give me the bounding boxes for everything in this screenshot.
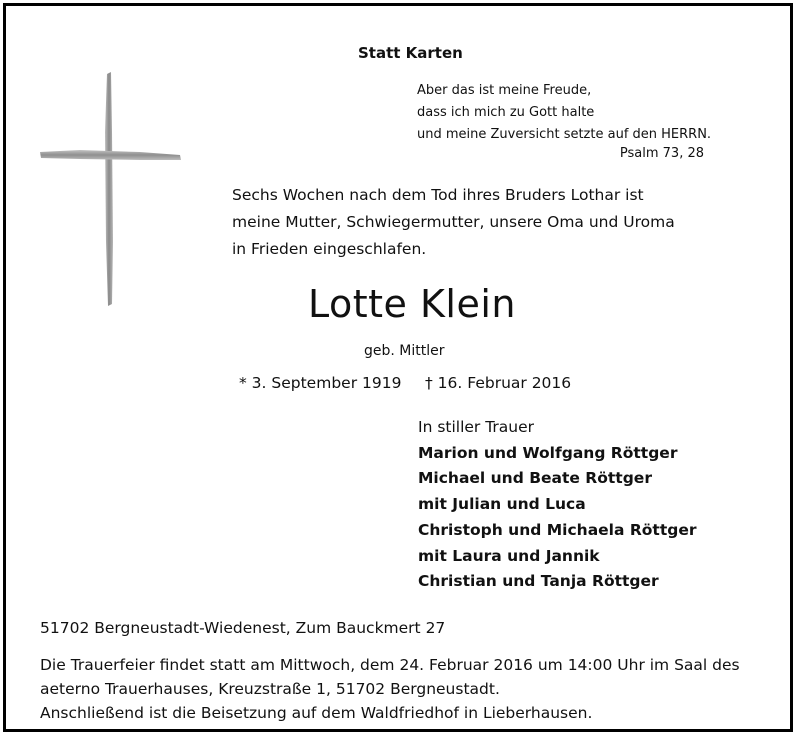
mourner-name: mit Laura und Jannik <box>418 546 600 565</box>
mourner-name: Christian und Tanja Röttger <box>418 572 659 591</box>
mourner-name: Christoph und Michaela Röttger <box>418 520 697 539</box>
intro-line: Sechs Wochen nach dem Tod ihres Bruders Lothar ist <box>232 186 644 204</box>
header-statt-karten: Statt Karten <box>358 44 463 62</box>
mourner-name: Marion und Wolfgang Röttger <box>418 443 678 462</box>
service-info <box>40 653 740 725</box>
mourner-name: mit Julian und Luca <box>418 495 586 514</box>
service-line: Die Trauerfeier findet statt am Mittwoch, dem 24. Februar 2016 um 14:00 Uhr im Saal des <box>40 656 740 674</box>
verse-line: Aber das ist meine Freude, <box>417 83 592 98</box>
verse-reference: Psalm 73, 28 <box>619 146 704 161</box>
intro-line: in Frieden eingeschlafen. <box>232 240 427 258</box>
intro-line: meine Mutter, Schwiegermutter, unsere Oma und Uroma <box>232 213 675 231</box>
death-date: † 16. Februar 2016 <box>425 374 572 392</box>
service-line: aeterno Trauerhauses, Kreuzstraße 1, 51702 Bergneustadt. <box>40 680 500 698</box>
intro-text <box>232 182 675 263</box>
mourner-name: Michael und Beate Röttger <box>418 469 652 488</box>
cross-icon <box>40 72 185 311</box>
address: 51702 Bergneustadt-Wiedenest, Zum Bauckmert 27 <box>40 619 446 637</box>
birth-date: * 3. September 1919 <box>239 374 402 392</box>
maiden-name: geb. Mittler <box>364 343 445 359</box>
service-line: Anschließend ist die Beisetzung auf dem Waldfriedhof in Lieberhausen. <box>40 704 593 722</box>
bible-verse <box>417 80 711 146</box>
verse-line: dass ich mich zu Gott halte <box>417 105 595 120</box>
verse-line: und meine Zuversicht setzte auf den HERRN. <box>417 127 712 142</box>
mourners-list <box>418 415 697 595</box>
mourners-lead: In stiller Trauer <box>418 418 535 436</box>
obituary-notice <box>3 3 793 732</box>
deceased-name: Lotte Klein <box>308 282 517 326</box>
